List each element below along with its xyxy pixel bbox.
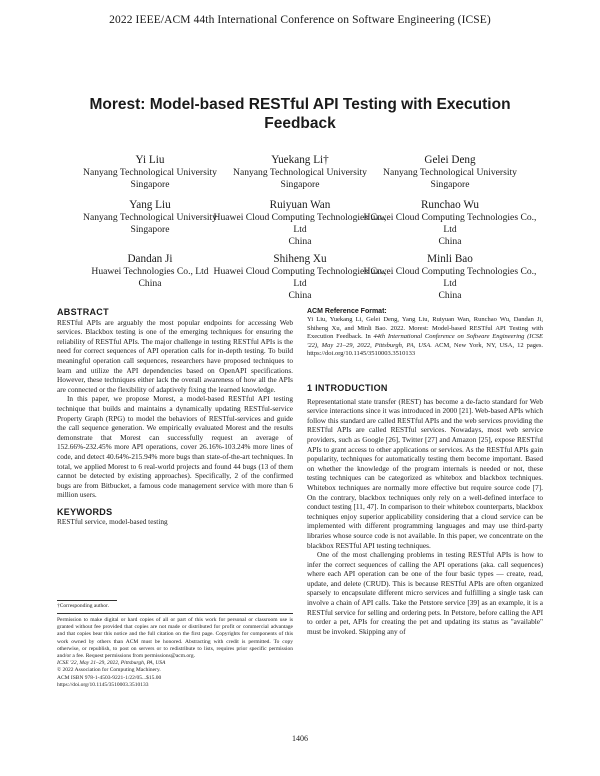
footnote: †Corresponding author. <box>57 603 109 609</box>
keywords-heading: KEYWORDS <box>57 506 113 517</box>
author-name: Minli Bao <box>427 253 473 265</box>
author-block <box>360 153 540 191</box>
author-location: China <box>438 235 462 247</box>
author-name: Ruiyuan Wan <box>269 199 331 211</box>
intro-paragraph: Representational state transfer (REST) has become a de-facto standard for Web service interactions since it was introduced in 2000 [21]. Web-based APIs which follow this standard are called RESTful APIs and the web services providing the RESTful APIs are called RESTful services. Nowadays, most web service providers, such as Google [26], Twitter [27] and Amazon [25], expose RESTful APIs to grant access to other applications or services. As the RESTful APIs gain popularity, techniques for automatically testing them become important. Based on whether the knowledge of the program internals is needed or not, these testing techniques can be categorized as whitebox and blackbox techniques. Whitebox techniques are normally more effective but require source code [7]. On the contrary, blackbox techniques only rely on a well-defined interface to conduct testing [11, 47]. In comparison to their whitebox counterparts, blackbox techniques enjoy superior applicability considering that a cloud service can be implemented with different programming languages and may use third-party libraries whose source code is not available. In this paper, we concentrate on the blackbox RESTful API testing techniques. <box>307 396 543 550</box>
author-name: Yang Liu <box>129 199 171 211</box>
right-column <box>307 384 543 636</box>
footnote-rule <box>57 600 117 601</box>
author-affiliation: Nanyang Technological University <box>383 167 517 178</box>
acm-reference-venue: 44th International Conference on Software Engineering (ICSE '22), May 21–29, 2022, Pittsburgh, PA, USA. <box>307 333 544 349</box>
author-location: Singapore <box>130 178 170 190</box>
intro-heading: 1 INTRODUCTION <box>307 383 388 393</box>
author-location: China <box>288 289 312 301</box>
permission-rule <box>57 613 293 614</box>
author-block <box>360 252 540 301</box>
conference-header: 2022 IEEE/ACM 44th International Conference on Software Engineering (ICSE) <box>109 14 491 26</box>
author-location: Singapore <box>430 178 470 190</box>
author-name: Dandan Ji <box>127 253 173 265</box>
isbn-line: ACM ISBN 978-1-4503-9221-1/22/05...$15.00 <box>57 674 162 681</box>
abstract-heading: ABSTRACT <box>57 307 109 317</box>
author-affiliation: Huawei Cloud Computing Technologies Co., Ltd <box>213 266 387 289</box>
page-number: 1406 <box>292 734 308 743</box>
doi-line[interactable]: https://doi.org/10.1145/3510003.3510133 <box>57 681 149 688</box>
author-name: Yuekang Li† <box>271 154 329 166</box>
author-name: Shiheng Xu <box>273 253 327 265</box>
author-affiliation: Nanyang Technological University <box>233 167 367 178</box>
acm-reference-text: Yi Liu, Yuekang Li, Gelei Deng, Yang Liu, Ruiyuan Wan, Runchao Wu, Dandan Ji, Shiheng Xu, and Minli Bao. 2022. Morest: Model-based RESTful API Testing with Execution Feedback. In <box>307 316 543 341</box>
author-location: China <box>138 277 162 289</box>
copyright-line: © 2022 Association for Computing Machinery. <box>57 667 161 674</box>
abstract-paragraph: RESTful APIs are arguably the most popular endpoints for accessing Web services. Blackbox testing is one of the emerging techniques for ensuring the reliability of RESTful APIs. The major challenge in testing RESTful APIs is the need for correct sequences of API operation calls for in-depth testing. To build meaningful operation call sequences, researchers have proposed techniques to learn and utilize the API dependencies based on OpenAPI specifications. However, these techniques either lack the overall awareness of how all the APIs are connected or the flexibility of adaptively fixing the learned knowledge. <box>57 317 293 394</box>
intro-paragraph: One of the most challenging problems in testing RESTful APIs is how to infer the correct sequences of calling the API operations (aka. call sequences) where each API operation can be one of the four basic types — create, read, update, and delete (CRUD). This is because RESTful APIs are often organized sparsely to encapsulate different micro services and fulfilling a single task can involve a chain of API calls. Take the Petstore service [39] as an example, it is a RESTful service for selling and ordering pets. In Petstore, before calling the API to order a pet, APIs for creating the pet and updating its status as "available" must be invoked. Skipping any of <box>307 550 543 636</box>
keywords-text: RESTful service, model-based testing <box>57 517 168 527</box>
author-location: China <box>438 289 462 301</box>
author-affiliation: Huawei Cloud Computing Technologies Co., Ltd <box>363 266 537 289</box>
left-column <box>57 308 293 527</box>
author-affiliation: Huawei Cloud Computing Technologies Co., Ltd <box>363 212 537 235</box>
acm-reference-heading: ACM Reference Format: <box>307 308 387 315</box>
permission-text: Permission to make digital or hard copies of all or part of this work for personal or classroom use is granted without fee provided that copies are not made or distributed for profit or commercial advantage and that copies bear this notice and the full citation on the first page. Copyrights for components of this work owned by others than ACM must be honored. Abstracting with credit is permitted. To copy otherwise, or republish, to post on servers or to redistribute to lists, requires prior specific permission and/or a fee. Request permissions from permissions@acm.org. <box>57 617 293 660</box>
author-location: Singapore <box>280 178 320 190</box>
author-location: Singapore <box>130 223 170 235</box>
author-affiliation: Huawei Technologies Co., Ltd <box>91 266 209 277</box>
author-block <box>360 198 540 247</box>
author-location: China <box>288 235 312 247</box>
author-affiliation: Nanyang Technological University <box>83 212 217 223</box>
paper-title: Morest: Model-based RESTful API Testing with Execution Feedback <box>89 96 511 132</box>
author-name: Runchao Wu <box>420 199 480 211</box>
author-affiliation: Huawei Cloud Computing Technologies Co., Ltd <box>213 212 387 235</box>
author-affiliation: Nanyang Technological University <box>83 167 217 178</box>
acm-reference-doi[interactable]: ACM, New York, NY, USA, 12 pages. https://doi.org/10.1145/3510003.3510133 <box>307 341 543 358</box>
abstract-paragraph: In this paper, we propose Morest, a model-based RESTful API testing technique that builds and maintains a dynamically updating RESTful-service Property Graph (RPG) to model the behaviors of RESTful-services and guide the call sequence generation. We empirically evaluated Morest and the results demonstrate that Morest can successfully request an average of 152.66%-232.45% more API operations, cover 26.16%-103.24% more lines of code, and detect 40.64%-215.94% more bugs than state-of-the-art techniques. In total, we applied Morest to 6 real-world projects and found 44 bugs (13 of them cannot be detected by existing approaches). Specifically, 2 of the confirmed bugs are from Bitbucket, a famous code management service with more than 6 million users. <box>57 394 293 500</box>
acm-reference <box>307 308 543 358</box>
permission-block <box>57 617 293 689</box>
author-name: Yi Liu <box>135 154 165 166</box>
author-name: Gelei Deng <box>424 154 476 166</box>
venue-line: ICSE '22, May 21–29, 2022, Pittsburgh, PA, USA <box>57 660 166 667</box>
